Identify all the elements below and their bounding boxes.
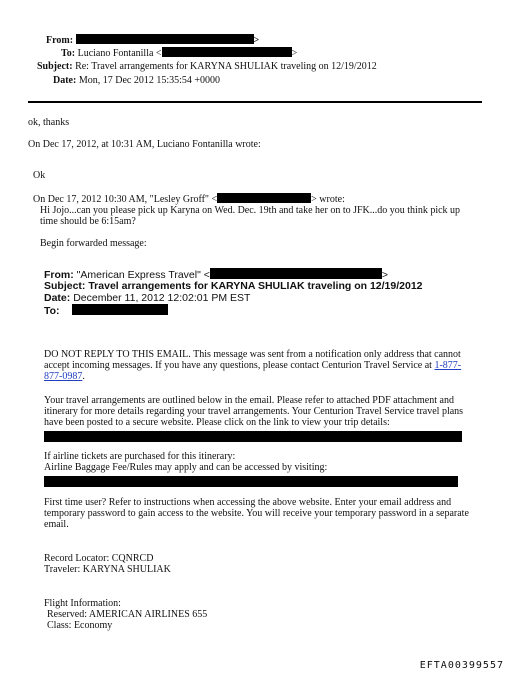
flight-class: Class: Economy [47, 620, 113, 631]
fwd-subject-value: Travel arrangements for KARYNA SHULIAK traveling on 12/19/2012 [88, 280, 423, 292]
flight-information: Flight Information: [44, 598, 121, 609]
flight-reserved: Reserved: AMERICAN AIRLINES 655 [47, 609, 208, 620]
header-date-value: Mon, 17 Dec 2012 15:35:54 +0000 [78, 75, 221, 86]
redacted-block [44, 431, 462, 442]
header-subject-label: Subject: [37, 61, 73, 72]
fwd-from-label: From: [44, 269, 74, 281]
notice-period: . [82, 371, 85, 382]
redacted-baggage-link [44, 473, 458, 491]
notice-line1: DO NOT REPLY TO THIS EMAIL. This message was sent from a notification only address that cannot [44, 349, 461, 360]
tickets-line2: Airline Baggage Fee/Rules may apply and can be accessed by visiting: [44, 462, 328, 473]
header-date [53, 75, 220, 87]
fwd-to [44, 304, 168, 317]
header-divider [28, 101, 482, 103]
groff-intro-end: > wrote: [311, 194, 345, 205]
header-subject [37, 61, 377, 73]
first-time-line3: email. [44, 519, 69, 530]
header-from-tail: > [253, 35, 260, 46]
groff-message-line1: Hi Jojo...can you please pick up Karyna on Wed. Dec. 19th and take her on to JFK...do you think pick up [40, 205, 461, 216]
header-subject-value: Re: Travel arrangements for KARYNA SHULIAK traveling on 12/19/2012 [75, 61, 377, 72]
header-to-label: To: [61, 48, 76, 59]
record-locator: Record Locator: CQNRCD [44, 553, 154, 564]
header-to [61, 47, 297, 60]
redacted-block [44, 476, 458, 487]
document-id: EFTA00399557 [419, 660, 504, 671]
first-time-line1: First time user? Refer to instructions when accessing the above website. Enter your email address and [44, 497, 452, 508]
redacted-block [217, 193, 311, 203]
notice-line3 [44, 371, 85, 383]
fwd-to-label: To: [44, 305, 60, 317]
fwd-date [44, 292, 250, 304]
notice-line2-text: accept incoming messages. If you have any questions, please contact Centurion Travel Service at [44, 360, 435, 371]
traveler: Traveler: KARYNA SHULIAK [44, 564, 171, 575]
begin-forwarded: Begin forwarded message: [40, 238, 147, 249]
header-to-tail: > [291, 48, 298, 59]
fwd-subject-label: Subject: [44, 280, 86, 292]
header-from [46, 34, 259, 47]
redacted-block [210, 268, 382, 279]
itinerary-line2: itinerary for more details regarding your travel arrangements. Your Centurion Travel Service travel plans [44, 406, 464, 417]
header-date-label: Date: [53, 75, 77, 86]
notice-line2 [44, 360, 461, 372]
fwd-date-value: December 11, 2012 12:02:01 PM EST [73, 292, 251, 304]
header-from-label: From: [46, 35, 74, 46]
tickets-line1: If airline tickets are purchased for this itinerary: [44, 451, 236, 462]
fwd-date-label: Date: [44, 292, 71, 304]
fwd-subject [44, 280, 423, 292]
itinerary-line1: Your travel arrangements are outlined below in the email. Please refer to attached PDF attachment and [44, 395, 454, 406]
itinerary-line3: have been posted to a secure website. Please click on the link to view your trip details: [44, 417, 390, 428]
reply-text: ok, thanks [28, 117, 70, 128]
header-to-value: Luciano Fontanilla < [77, 48, 162, 59]
groff-message-line2: time should be 6:15am? [40, 216, 136, 227]
reply-attribution: On Dec 17, 2012, at 10:31 AM, Luciano Fontanilla wrote: [28, 139, 261, 150]
first-time-line2: temporary password to gain access to the website. You will receive your temporary password in a separate [44, 508, 469, 519]
groff-attribution [33, 193, 345, 206]
ok-text: Ok [33, 170, 46, 181]
redacted-block [76, 34, 254, 44]
fwd-from-tail: > [381, 269, 389, 281]
phone-link[interactable]: 1-877- [434, 360, 462, 371]
redacted-link [44, 428, 462, 446]
fwd-from-value: "American Express Travel" < [76, 269, 210, 281]
phone-link-continued[interactable]: 877-0987 [44, 371, 83, 382]
redacted-block [72, 304, 168, 315]
groff-intro-start: On Dec 17, 2012 10:30 AM, "Lesley Groff" < [33, 194, 218, 205]
redacted-block [162, 47, 292, 57]
